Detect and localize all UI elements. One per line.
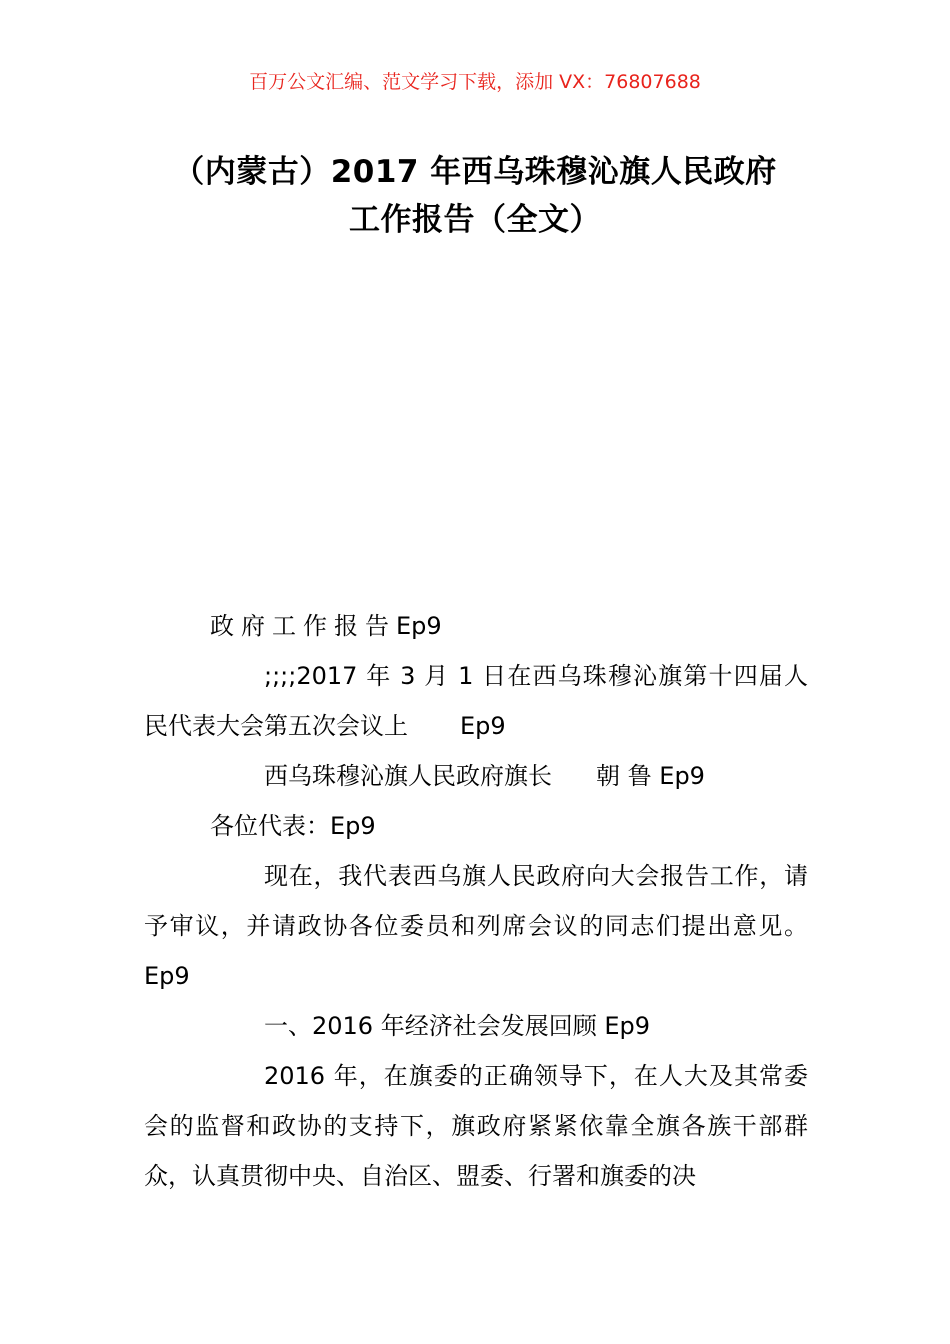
header-contact-note: 百万公文汇编、范文学习下载，添加 VX：76807688 <box>249 71 701 93</box>
report-heading-text: 政府工作报告 <box>210 612 396 640</box>
meeting-date-text: ;;;;2017 年 3 月 1 日在西乌珠穆沁旗第十四届人民代表大会第五次会议上 <box>144 662 808 740</box>
salutation: 各位代表：Ep9 <box>210 812 376 840</box>
section-heading-1: 一、2016 年经济社会发展回顾 Ep9 <box>264 1012 651 1040</box>
speaker-org: 西乌珠穆沁旗人民政府旗长 <box>264 762 552 790</box>
speaker-name: 朝 鲁 <box>596 762 652 790</box>
title-line-2: 工作报告（全文） <box>349 202 601 238</box>
document-title <box>100 148 850 244</box>
document-body <box>144 601 808 1201</box>
speaker-line <box>144 751 808 801</box>
meeting-date-line <box>144 651 808 751</box>
title-line-1: （内蒙古）2017 年西乌珠穆沁旗人民政府 <box>173 154 777 190</box>
report-heading-tail: Ep9 <box>396 612 442 640</box>
paragraph-review: 2016 年，在旗委的正确领导下，在人大及其常委会的监督和政协的支持下，旗政府紧紧依靠全旗各族干部群众，认真贯彻中央、自治区、盟委、行署和旗委的决 <box>144 1062 808 1190</box>
paragraph-intro: 现在，我代表西乌旗人民政府向大会报告工作，请予审议，并请政协各位委员和列席会议的同志们提出意见。Ep9 <box>144 862 808 990</box>
speaker-tail: Ep9 <box>659 762 705 790</box>
report-heading <box>144 601 808 651</box>
meeting-date-tail: Ep9 <box>460 712 506 740</box>
